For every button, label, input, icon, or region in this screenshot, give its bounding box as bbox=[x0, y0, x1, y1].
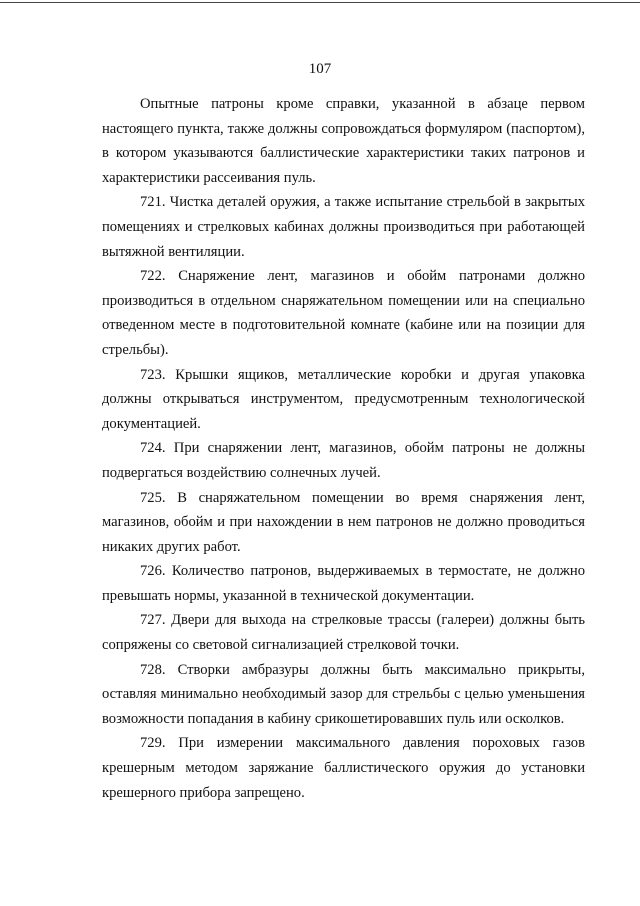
paragraph-729: 729. При измерении максимального давления пороховых газов крешерным методом заряжание баллистического оружия до установки крешерного прибора запрещено. bbox=[102, 735, 585, 801]
paragraph-723: 723. Крышки ящиков, металлические коробки и другая упаковка должны открываться инструментом, предусмотренным технологической документацией. bbox=[102, 366, 585, 432]
document-body bbox=[102, 92, 585, 805]
page-number: 107 bbox=[308, 61, 332, 77]
paragraph-continuation: Опытные патроны кроме справки, указанной в абзаце первом настоящего пункта, также должны сопровождаться формуляром (паспортом), в котором указываются баллистические характеристики таких патронов и характеристики рассеивания пуль. bbox=[102, 96, 585, 186]
paragraph-726: 726. Количество патронов, выдерживаемых в термостате, не должно превышать нормы, указанной в технической документации. bbox=[102, 563, 585, 604]
paragraph-724: 724. При снаряжении лент, магазинов, обойм патроны не должны подвергаться воздействию солнечных лучей. bbox=[102, 440, 585, 481]
paragraph-727: 727. Двери для выхода на стрелковые трассы (галереи) должны быть сопряжены со световой сигнализацией стрелковой точки. bbox=[102, 612, 585, 654]
paragraph-722: 722. Снаряжение лент, магазинов и обойм патронами должно производиться в отдельном снаряжательном помещении или на специально отведенном месте в подготовительной комнате (кабине или на позиции для стрельбы). bbox=[102, 268, 585, 358]
paragraph-721: 721. Чистка деталей оружия, а также испытание стрельбой в закрытых помещениях и стрелковых кабинах должны производиться при работающей вытяжной вентиляции. bbox=[102, 194, 585, 260]
paragraph-728: 728. Створки амбразуры должны быть максимально прикрыты, оставляя минимально необходимый зазор для стрельбы с целью уменьшения возможности попадания в кабину срикошетировавших пуль или осколков. bbox=[102, 661, 585, 727]
top-border-line bbox=[0, 2, 640, 3]
paragraph-725: 725. В снаряжательном помещении во время снаряжения лент, магазинов, обойм и при нахождении в нем патронов не должно проводиться никаких других работ. bbox=[102, 489, 585, 555]
